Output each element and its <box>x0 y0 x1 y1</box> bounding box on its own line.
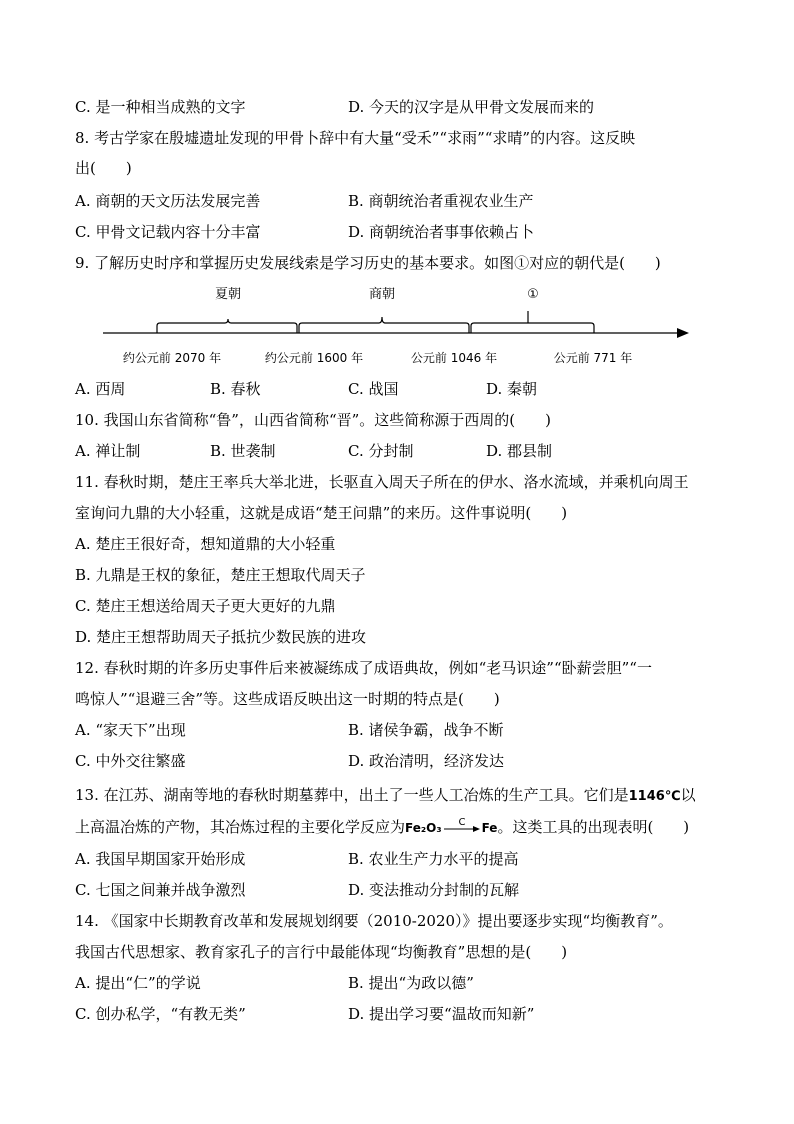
q9-option-d: D. 秦朝 <box>486 380 538 398</box>
q8-stem-line1: 8. 考古学家在殷墟遗址发现的甲骨卜辞中有大量“受禾”“求雨”“求晴”的内容。这反映 <box>75 129 636 147</box>
q11-stem-line2: 室询问九鼎的大小轻重，这就是成语“楚王问鼎”的来历。这件事说明( ) <box>75 504 568 522</box>
timeline-bracket-xia <box>157 319 297 333</box>
q7-option-c: C. 是一种相当成熟的文字 <box>75 98 246 116</box>
q14-option-c: C. 创办私学，“有教无类” <box>75 1005 246 1023</box>
q13-reaction-arrow <box>442 816 482 836</box>
q13-option-a: A. 我国早期国家开始形成 <box>75 850 246 868</box>
q11-option-a: A. 楚庄王很好奇，想知道鼎的大小轻重 <box>75 535 336 553</box>
q10-stem: 10. 我国山东省简称“鲁”，山西省简称“晋”。这些简称源于西周的( ) <box>75 411 552 429</box>
q11-stem-line1: 11. 春秋时期，楚庄王率兵大举北进，长驱直入周天子所在的伊水、洛水流域，并乘机向周王 <box>75 473 689 491</box>
q8-stem-line2: 出( ) <box>75 159 132 177</box>
q12-option-d: D. 政治清明，经济发达 <box>348 752 505 770</box>
timeline-bracket-1 <box>471 311 594 333</box>
q8-option-d: D. 商朝统治者事事依赖占卜 <box>348 223 535 241</box>
q10-option-b: B. 世袭制 <box>210 442 276 460</box>
q13-option-d: D. 变法推动分封制的瓦解 <box>348 881 520 899</box>
q13-catalyst: C <box>458 817 466 828</box>
q13-reactant: Fe₂O₃ <box>405 821 442 835</box>
q13-stem-line2-end: 。这类工具的出现表明( ) <box>497 818 690 836</box>
q13-temperature: 1146℃ <box>628 789 681 804</box>
timeline-label-shang: 商朝 <box>368 287 396 302</box>
q9-stem: 9. 了解历史时序和掌握历史发展线索是学习历史的基本要求。如图①对应的朝代是( ) <box>75 254 661 272</box>
q12-stem-line1: 12. 春秋时期的许多历史事件后来被凝练成了成语典故，例如“老马识途”“卧薪尝胆”“一 <box>75 659 652 677</box>
timeline-date-1600: 约公元前 1600 年 <box>264 351 364 365</box>
q14-option-a: A. 提出“仁”的学说 <box>75 974 201 992</box>
q9-timeline-diagram <box>95 282 695 372</box>
q12-option-c: C. 中外交往繁盛 <box>75 752 186 770</box>
q9-option-c: C. 战国 <box>348 380 399 398</box>
q11-option-c: C. 楚庄王想送给周天子更大更好的九鼎 <box>75 597 336 615</box>
q13-stem-line1-text: 13. 在江苏、湖南等地的春秋时期墓葬中，出土了一些人工冶炼的生产工具。它们是 <box>75 786 629 804</box>
q10-option-c: C. 分封制 <box>348 442 414 460</box>
q8-option-a: A. 商朝的天文历法发展完善 <box>75 192 261 210</box>
q10-option-a: A. 禅让制 <box>75 442 141 460</box>
q13-option-b: B. 农业生产力水平的提高 <box>348 850 519 868</box>
q12-option-a: A. “家天下”出现 <box>75 721 186 739</box>
q14-stem-line2: 我国古代思想家、教育家孔子的言行中最能体现“均衡教育”思想的是( ) <box>75 943 568 961</box>
q14-stem-line1: 14. 《国家中长期教育改革和发展规划纲要（2010-2020）》提出要逐步实现“均衡教育”。 <box>75 912 673 930</box>
q9-option-a: A. 西周 <box>75 380 126 398</box>
q12-option-b: B. 诸侯争霸，战争不断 <box>348 721 504 739</box>
q13-stem-line1-end: 以 <box>680 786 696 804</box>
q8-option-b: B. 商朝统治者重视农业生产 <box>348 192 534 210</box>
q13-stem-line1 <box>75 785 696 807</box>
q13-option-c: C. 七国之间兼并战争激烈 <box>75 881 246 899</box>
q12-stem-line2: 鸣惊人”“退避三舍”等。这些成语反映出这一时期的特点是( ) <box>75 690 500 708</box>
q13-stem-line2 <box>75 816 689 838</box>
q7-option-d: D. 今天的汉字是从甲骨文发展而来的 <box>348 98 595 116</box>
timeline-label-circle-1: ① <box>527 287 539 302</box>
q14-option-b: B. 提出“为政以德” <box>348 974 474 992</box>
timeline-arrow-icon <box>677 328 689 338</box>
timeline-date-771: 公元前 771 年 <box>553 351 633 365</box>
q13-stem-line2-text: 上高温冶炼的产物，其冶炼过程的主要化学反应为 <box>75 818 406 836</box>
q11-option-b: B. 九鼎是王权的象征，楚庄王想取代周天子 <box>75 566 366 584</box>
q10-option-d: D. 郡县制 <box>486 442 553 460</box>
q8-option-c: C. 甲骨文记载内容十分丰富 <box>75 223 261 241</box>
timeline-bracket-shang <box>299 317 469 333</box>
q14-option-d: D. 提出学习要“温故而知新” <box>348 1005 535 1023</box>
timeline-date-1046: 公元前 1046 年 <box>410 351 498 365</box>
reaction-arrow-icon <box>442 816 482 836</box>
q13-product: Fe <box>481 821 498 835</box>
q11-option-d: D. 楚庄王想帮助周天子抵抗少数民族的进攻 <box>75 628 367 646</box>
q9-option-b: B. 春秋 <box>210 380 261 398</box>
timeline-date-2070: 约公元前 2070 年 <box>122 351 222 365</box>
timeline-label-xia: 夏朝 <box>214 287 242 302</box>
